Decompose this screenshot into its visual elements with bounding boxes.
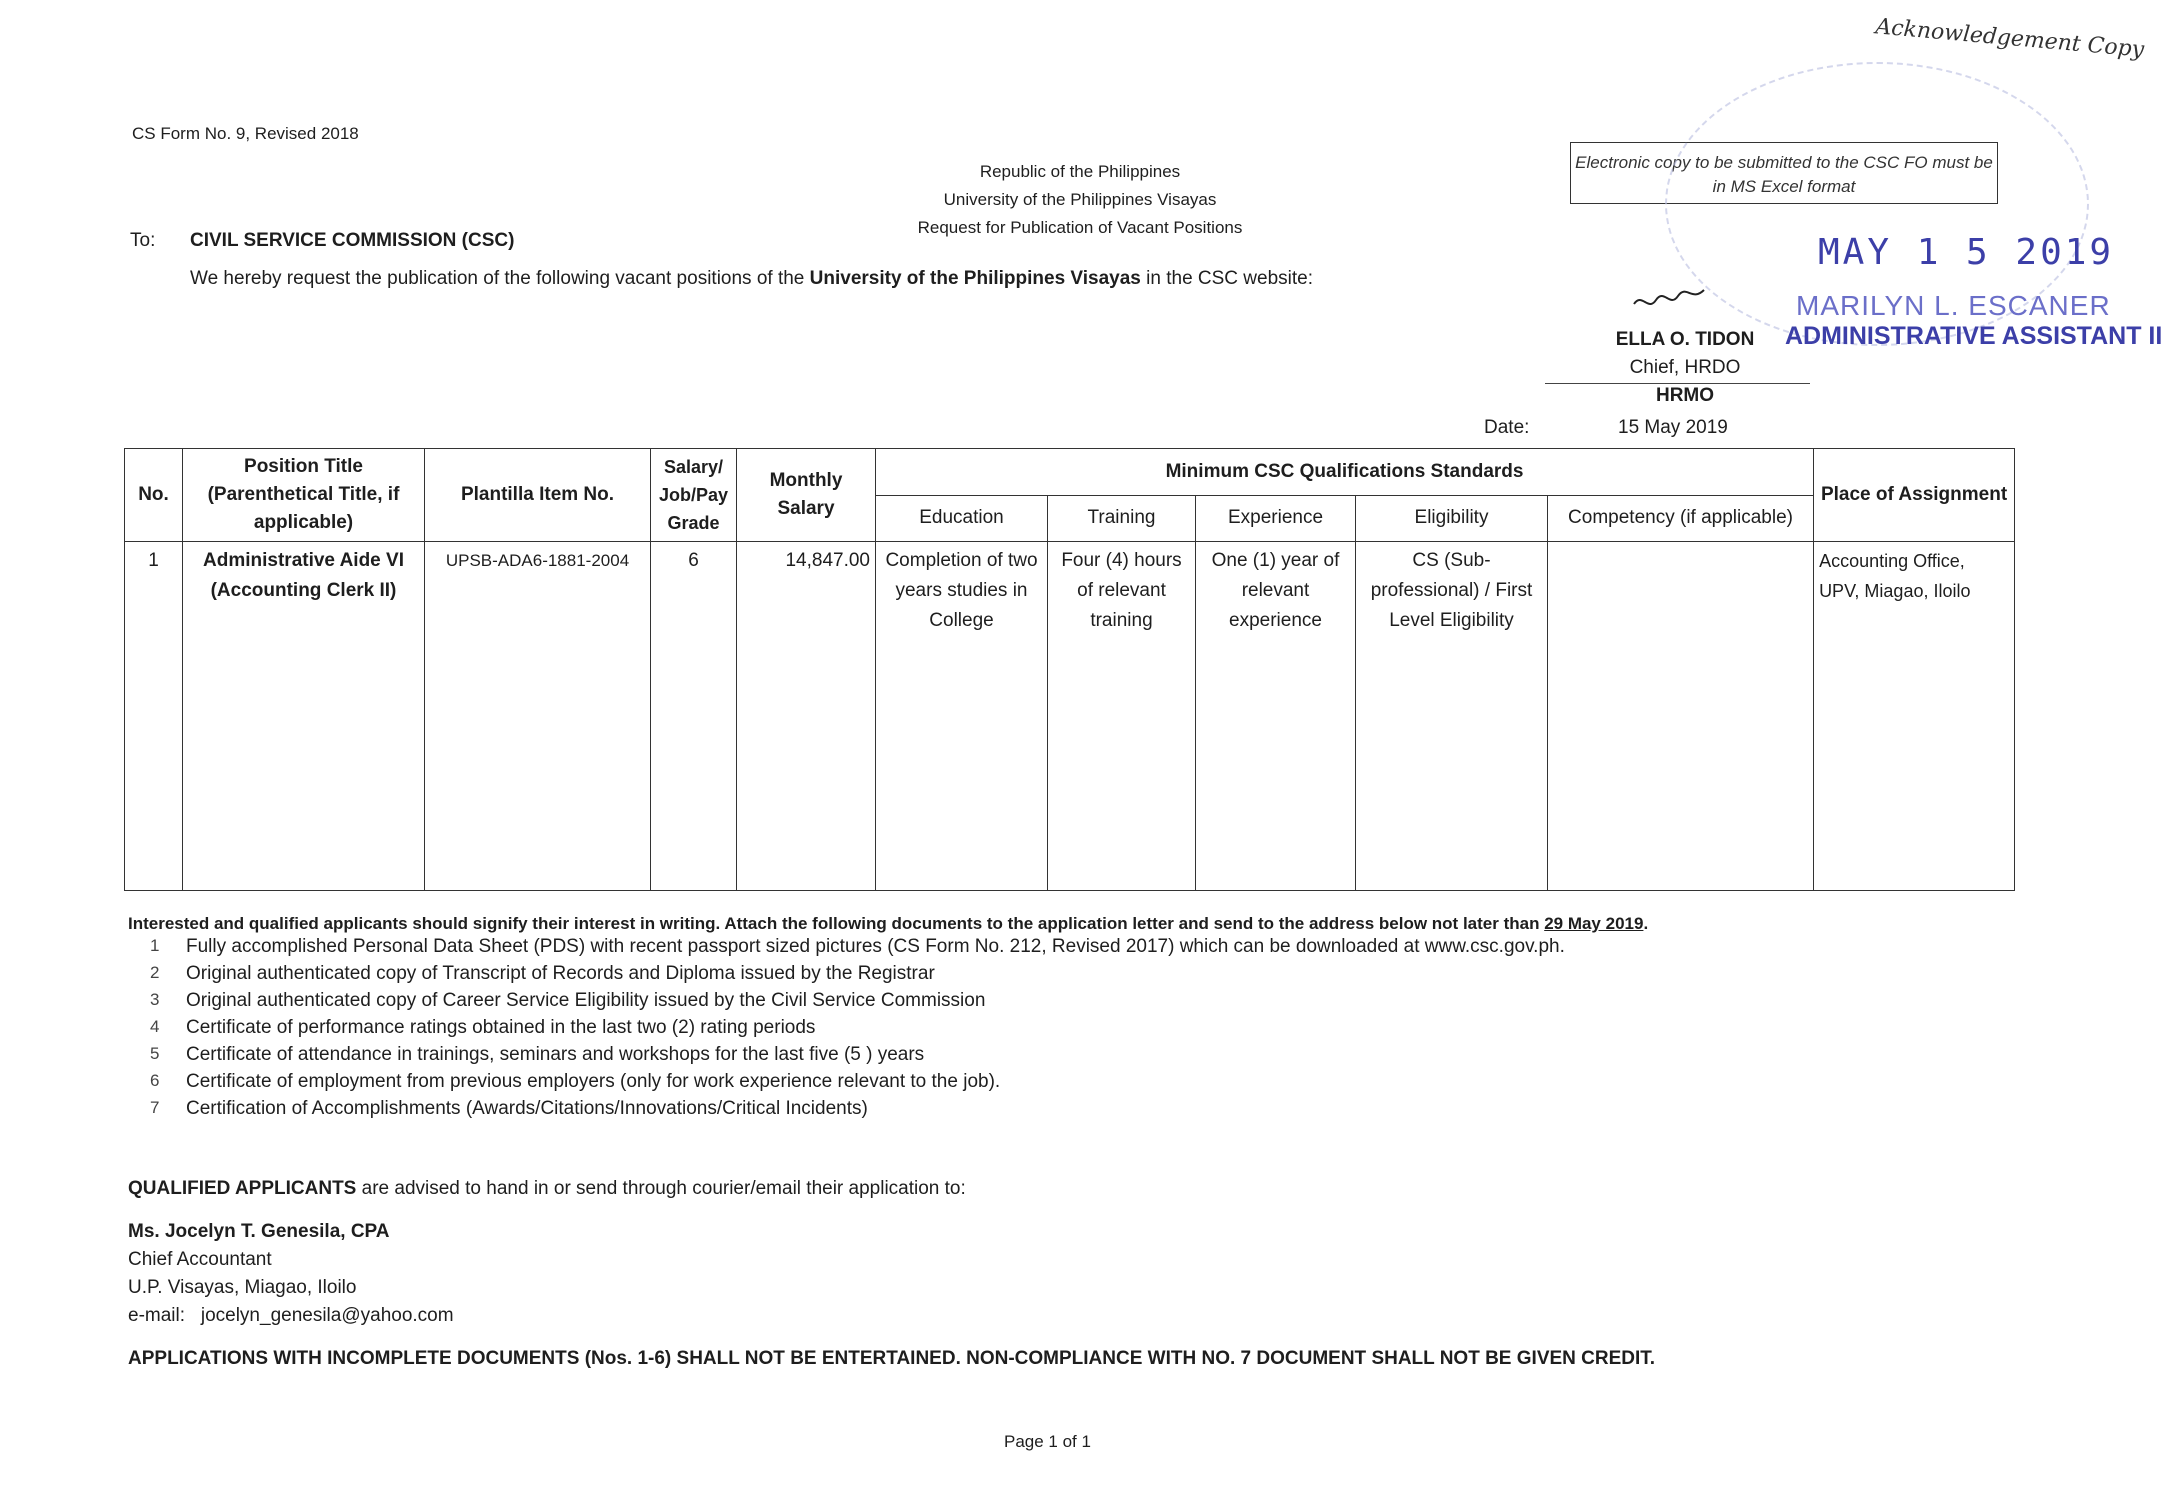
page-number: Page 1 of 1 [1004,1432,1091,1451]
requirement-text: Original authenticated copy of Career Service Eligibility issued by the Civil Service Commission [186,990,986,1011]
header-place: Place of Assignment [1814,449,2015,542]
cell-monthly-salary: 14,847.00 [737,542,876,891]
date-value: 15 May 2019 [1618,417,1728,438]
signatory-position: Chief, HRDO [1629,357,1741,378]
requirements-list [128,936,1828,1125]
cell-eligibility: CS (Sub-professional) / First Level Eligibility [1356,542,1548,891]
request-agency: University of the Philippines Visayas [809,268,1141,289]
header-competency: Competency (if applicable) [1548,495,1814,542]
request-prefix: We hereby request the publication of the following vacant positions of the [190,268,810,289]
requirement-number: 6 [150,1071,160,1090]
vacancy-table [124,448,2015,891]
form-number: CS Form No. 9, Revised 2018 [132,124,359,143]
stamp-name: MARILYN L. ESCANER [1796,290,2111,321]
table-row [125,542,2015,891]
header-training: Training [1048,495,1196,542]
requirement-text: Certification of Accomplishments (Awards/Citations/Innovations/Critical Incidents) [186,1098,868,1119]
requirement-number: 1 [150,936,160,955]
header-monthly-salary: Monthly Salary [737,449,876,542]
list-item [128,936,1828,963]
handwritten-note: Acknowledgement Copy [1874,14,2146,63]
header-education: Education [876,495,1048,542]
cell-competency [1548,542,1814,891]
form-title: Request for Publication of Vacant Positions [917,218,1243,237]
header-eligibility: Eligibility [1356,495,1548,542]
requirement-number: 3 [150,990,160,1009]
contact-block [128,1218,454,1330]
requirement-text: Certificate of attendance in trainings, seminars and workshops for the last five (5 ) years [186,1044,925,1065]
cell-position-title: Administrative Aide VI (Accounting Clerk II) [183,542,425,891]
list-item [128,1098,1828,1125]
contact-address: U.P. Visayas, Miagao, Iloilo [128,1277,357,1298]
request-line [190,268,1313,290]
requirement-text: Original authenticated copy of Transcript of Records and Diploma issued by the Registrar [186,963,935,984]
list-item [128,1071,1828,1098]
cell-place: Accounting Office, UPV, Miagao, Iloilo [1814,542,2015,891]
qualified-bold: QUALIFIED APPLICANTS [128,1178,357,1199]
signature-mark [1630,282,1710,318]
list-item [128,1044,1828,1071]
signatory-name: ELLA O. TIDON [1615,329,1755,350]
cell-salary-grade: 6 [651,542,737,891]
interest-text: Interested and qualified applicants should signify their interest in writing. Attach the following documents to the application letter and send to the address below not later than [128,914,1545,933]
contact-position: Chief Accountant [128,1249,272,1270]
signature-rule [1545,383,1810,384]
requirement-text: Certificate of performance ratings obtained in the last two (2) rating periods [186,1017,816,1038]
email-label: e-mail: [128,1305,186,1326]
header-position-title: Position Title (Parenthetical Title, if applicable) [183,449,425,542]
requirement-number: 2 [150,963,160,982]
republic-line: Republic of the Philippines [979,162,1181,181]
incomplete-documents-warning: APPLICATIONS WITH INCOMPLETE DOCUMENTS (Nos. 1-6) SHALL NOT BE ENTERTAINED. NON-COMPLIANCE WITH NO. 7 DOCUMENT SHALL NOT BE GIVEN CREDIT. [128,1348,1656,1369]
deadline: 29 May 2019 [1544,914,1644,933]
signatory-office: HRMO [1655,385,1715,406]
stamp-title: ADMINISTRATIVE ASSISTANT II [1785,322,2162,350]
to-label: To: [130,230,156,251]
list-item [128,963,1828,990]
interest-instruction [128,914,1648,934]
header-salary-grade: Salary/ Job/Pay Grade [651,449,737,542]
requirement-number: 5 [150,1044,160,1063]
contact-email-line [128,1302,454,1330]
date-label: Date: [1484,417,1530,438]
contact-name: Ms. Jocelyn T. Genesila, CPA [128,1221,390,1242]
excel-notice-box: Electronic copy to be submitted to the CSC FO must be in MS Excel format [1570,142,1998,204]
header-experience: Experience [1196,495,1356,542]
header-qualifications: Minimum CSC Qualifications Standards [876,449,1814,496]
recipient: CIVIL SERVICE COMMISSION (CSC) [190,230,515,251]
document-header [780,158,1380,242]
header-no: No. [125,449,183,542]
table-header-row [125,449,2015,496]
requirement-text: Certificate of employment from previous employers (only for work experience relevant to the job). [186,1071,1001,1092]
deadline-suffix: . [1643,914,1649,933]
cell-experience: One (1) year of relevant experience [1196,542,1356,891]
qualified-applicants-line [128,1178,966,1200]
email-address: jocelyn_genesila@yahoo.com [200,1305,454,1326]
cell-no: 1 [125,542,183,891]
requirement-text: Fully accomplished Personal Data Sheet (PDS) with recent passport sized pictures (CS Form No. 212, Revised 2017) which can be downloaded at www.csc.gov.ph. [186,936,1565,957]
list-item [128,990,1828,1017]
requirement-number: 4 [150,1017,160,1036]
cell-education: Completion of two years studies in College [876,542,1048,891]
list-item [128,1017,1828,1044]
request-suffix: in the CSC website: [1140,268,1314,289]
header-plantilla: Plantilla Item No. [425,449,651,542]
signatory-block [1540,326,1830,410]
cell-training: Four (4) hours of relevant training [1048,542,1196,891]
requirement-number: 7 [150,1098,160,1117]
qualified-rest: are advised to hand in or send through courier/email their application to: [356,1178,966,1199]
cell-plantilla: UPSB-ADA6-1881-2004 [425,542,651,891]
agency-line: University of the Philippines Visayas [943,190,1217,209]
stamp-date: MAY 1 5 2019 [1818,232,2115,273]
